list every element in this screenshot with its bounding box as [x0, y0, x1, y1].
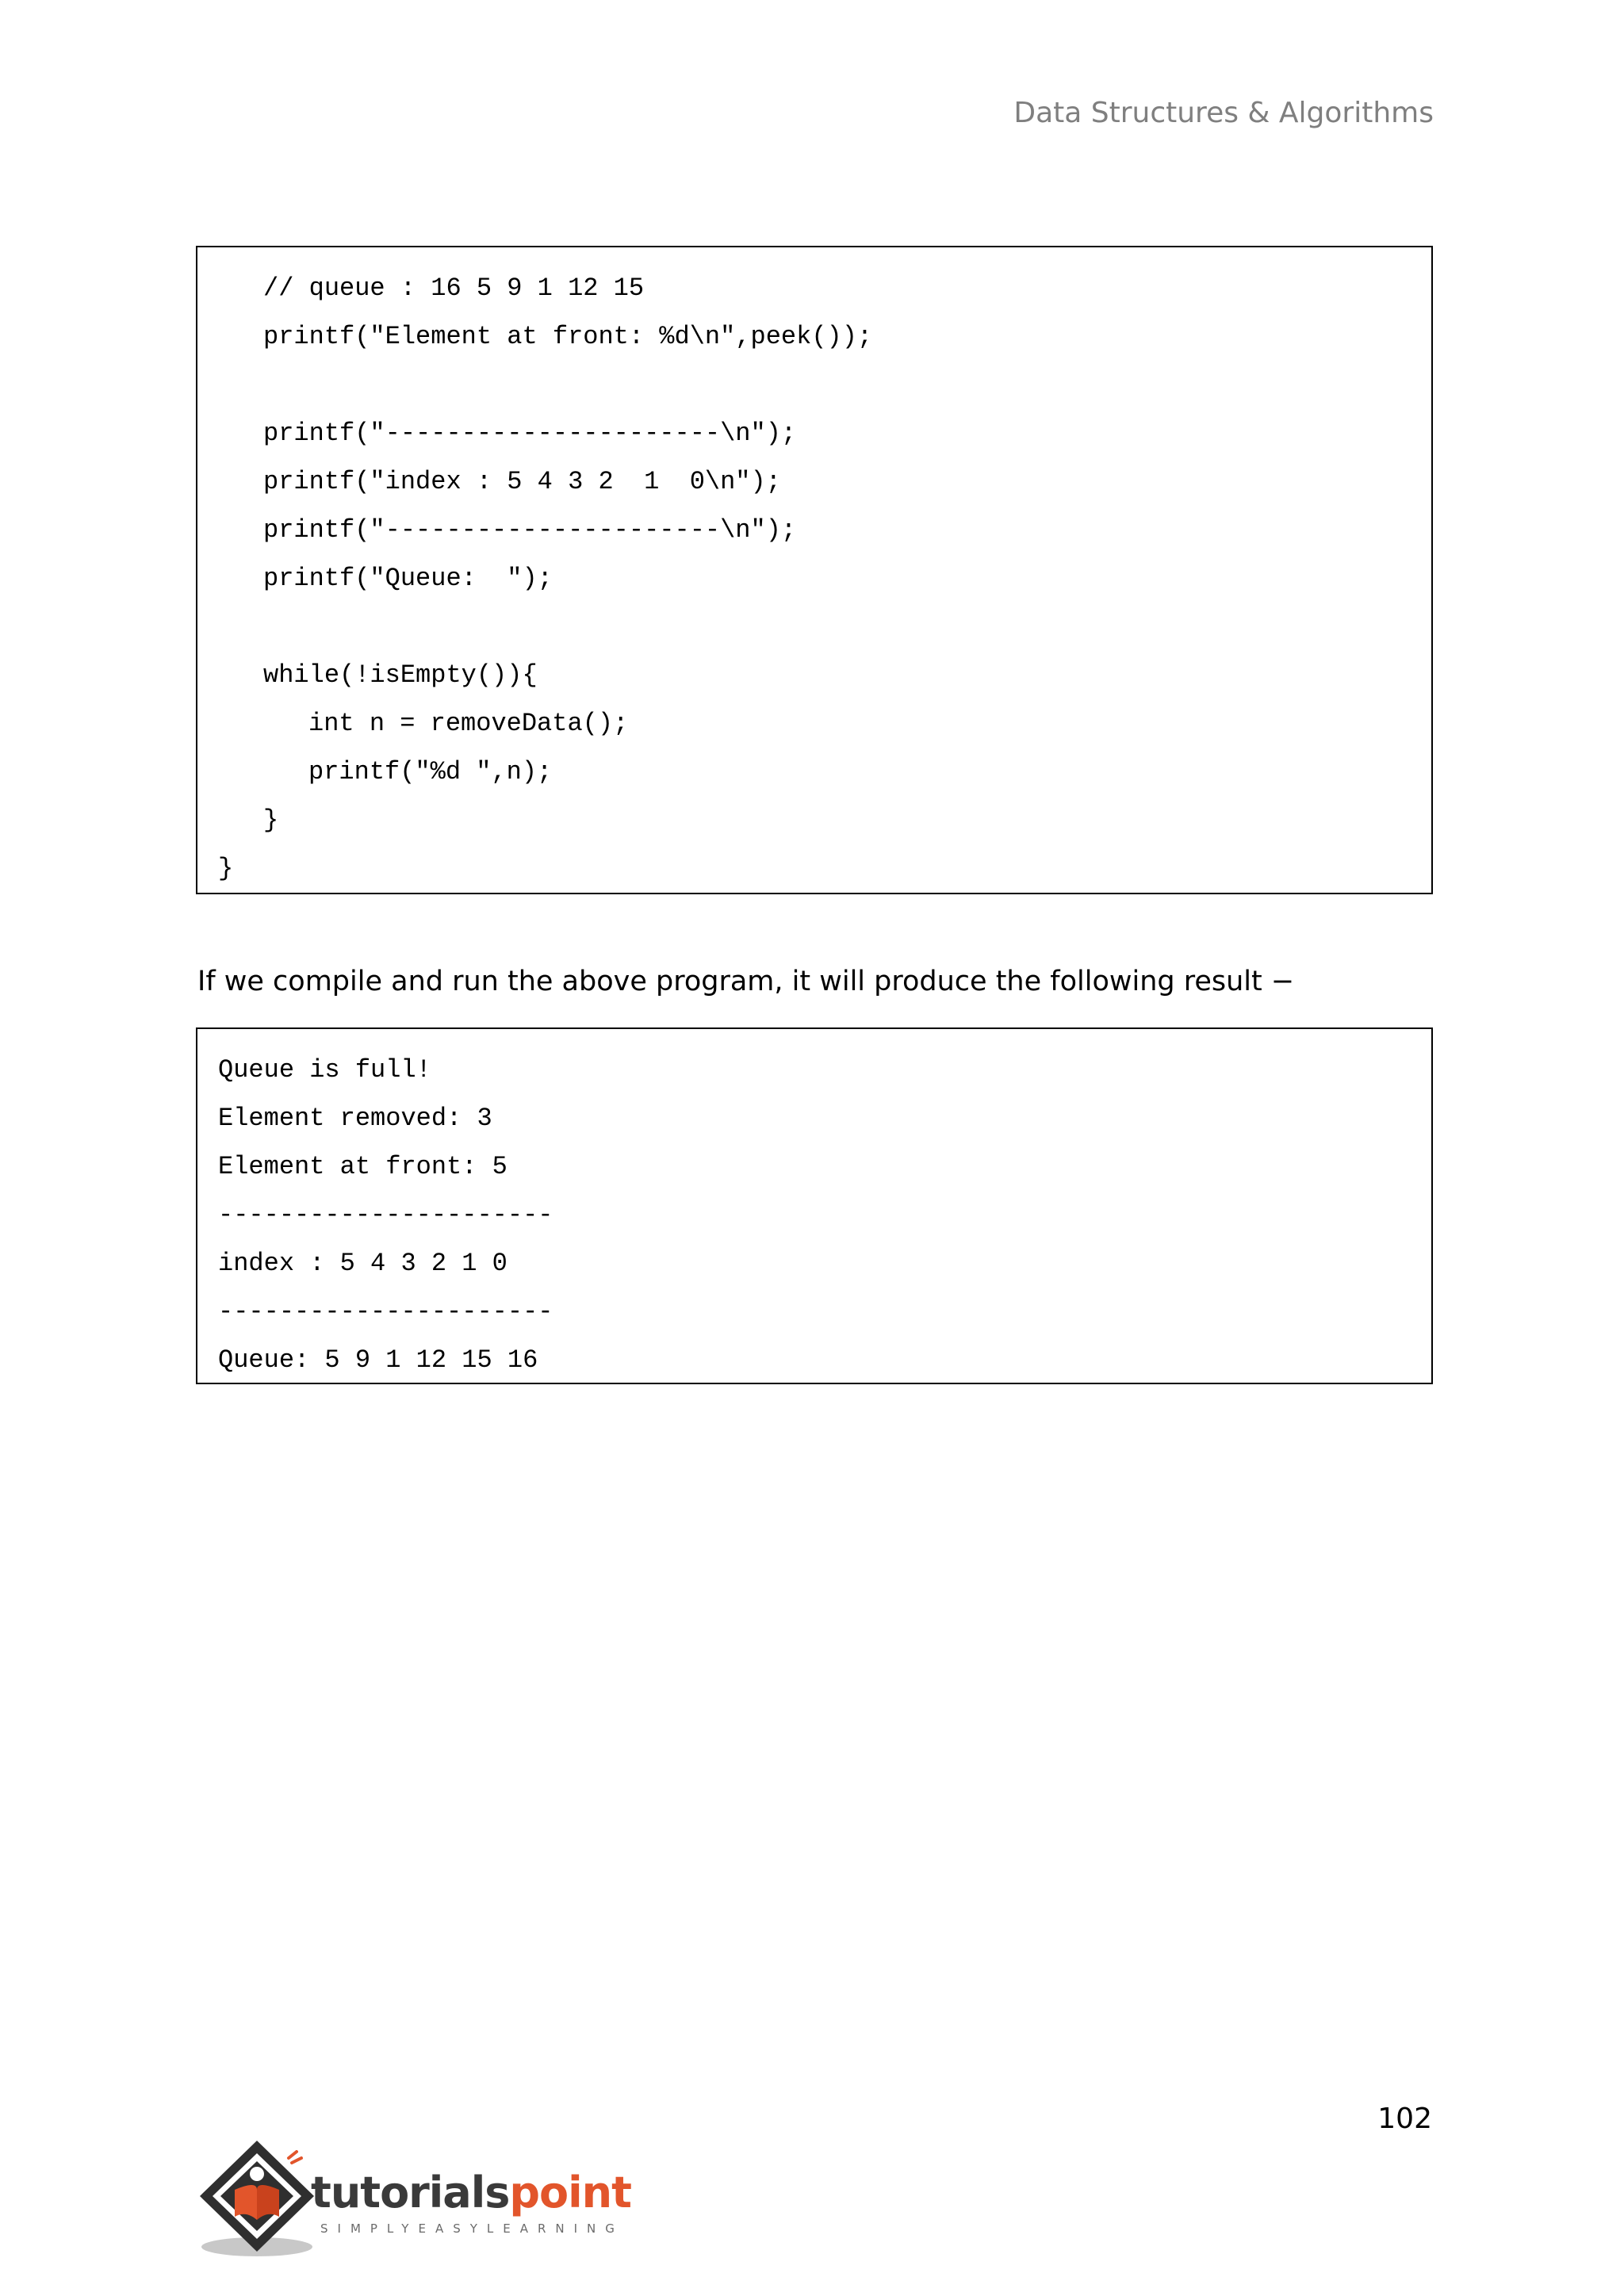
code-block	[196, 246, 1433, 894]
code-line: printf("%d ",n);	[308, 757, 553, 786]
code-line: }	[218, 854, 234, 883]
output-line: ----------------------	[218, 1297, 553, 1326]
code-line: printf("index : 5 4 3 2 1 0\n");	[263, 467, 781, 496]
output-line: Queue is full!	[218, 1055, 431, 1085]
code-line: while(!isEmpty()){	[263, 660, 538, 690]
tutorialspoint-logo	[195, 2134, 631, 2261]
code-line: printf("Element at front: %d\n",peek());	[263, 322, 873, 351]
logo-emblem-icon	[195, 2134, 322, 2261]
logo-tagline: SIMPLYEASYLEARNING	[320, 2221, 624, 2236]
paragraph: If we compile and run the above program, it will produce the following result −	[197, 966, 1295, 997]
logo-word-part-a: tutorials	[311, 2168, 510, 2218]
running-header: Data Structures & Algorithms	[1013, 97, 1434, 129]
output-block	[196, 1027, 1433, 1384]
code-line: int n = removeData();	[308, 709, 629, 738]
code-line-blank	[197, 603, 1431, 651]
logo-wordmark	[311, 2168, 631, 2218]
code-line: printf("----------------------\n");	[263, 515, 797, 545]
code-line: }	[263, 806, 279, 835]
output-line: Element removed: 3	[218, 1104, 492, 1133]
code-line: // queue : 16 5 9 1 12 15	[263, 274, 645, 303]
logo-word-part-b: point	[509, 2168, 631, 2218]
code-line: printf("----------------------\n");	[263, 419, 797, 448]
output-line: Element at front: 5	[218, 1152, 508, 1181]
output-line: index : 5 4 3 2 1 0	[218, 1249, 508, 1278]
output-line: Queue: 5 9 1 12 15 16	[218, 1345, 538, 1375]
code-line: printf("Queue: ");	[263, 564, 553, 593]
code-line-blank	[197, 361, 1431, 409]
page-number: 102	[1377, 2103, 1432, 2135]
output-line: ----------------------	[218, 1200, 553, 1230]
